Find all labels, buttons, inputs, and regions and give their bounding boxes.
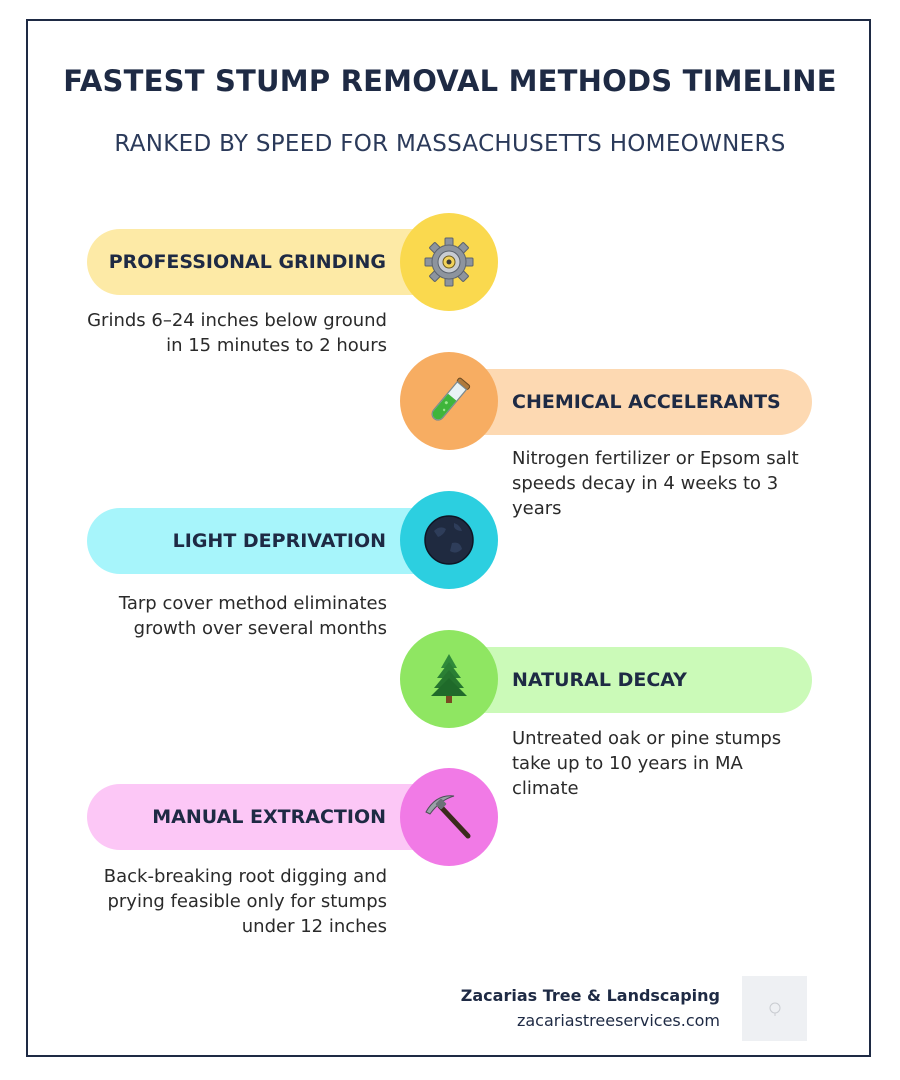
step-description: Grinds 6–24 inches below ground in 15 minutes to 2 hours xyxy=(87,310,387,356)
step-pill-manual-extraction xyxy=(87,784,447,850)
company-name: Zacarias Tree & Landscaping xyxy=(460,986,720,1005)
evergreen-tree-icon xyxy=(422,652,476,706)
step-label: LIGHT DEPRIVATION xyxy=(172,530,386,552)
step-description: Tarp cover method eliminates growth over several months xyxy=(118,593,387,639)
gear-icon xyxy=(422,235,476,289)
step-label: MANUAL EXTRACTION xyxy=(152,806,386,828)
step-description: Back-breaking root digging and prying feasible only for stumps under 12 inches xyxy=(103,866,387,937)
step-label: NATURAL DECAY xyxy=(512,669,687,691)
company-url[interactable]: zacariastreeservices.com xyxy=(516,1011,720,1030)
company-logo xyxy=(742,976,807,1041)
step-icon-circle xyxy=(400,630,498,728)
step-icon-circle xyxy=(400,768,498,866)
page-subtitle: RANKED BY SPEED FOR MASSACHUSETTS HOMEOWNERS xyxy=(114,131,786,157)
step-pill-light-deprivation xyxy=(87,508,447,574)
step-description: Untreated oak or pine stumps take up to 10 years in MA climate xyxy=(512,728,782,799)
step-pill-chemical-accelerants xyxy=(450,369,812,435)
step-pill-natural-decay xyxy=(450,647,812,713)
brand-block xyxy=(461,986,720,1030)
test-tube-icon xyxy=(422,374,476,428)
dark-globe-icon xyxy=(422,513,476,567)
step-icon-circle xyxy=(400,213,498,311)
pick-icon xyxy=(422,790,476,844)
step-label: PROFESSIONAL GRINDING xyxy=(108,251,386,273)
step-label: CHEMICAL ACCELERANTS xyxy=(512,391,781,413)
page-title: FASTEST STUMP REMOVAL METHODS TIMELINE xyxy=(63,64,837,98)
step-icon-circle xyxy=(400,491,498,589)
step-pill-professional-grinding xyxy=(87,229,447,295)
step-description: Nitrogen fertilizer or Epsom salt speeds decay in 4 weeks to 3 years xyxy=(512,448,799,519)
step-icon-circle xyxy=(400,352,498,450)
logo-icon xyxy=(767,1001,783,1017)
